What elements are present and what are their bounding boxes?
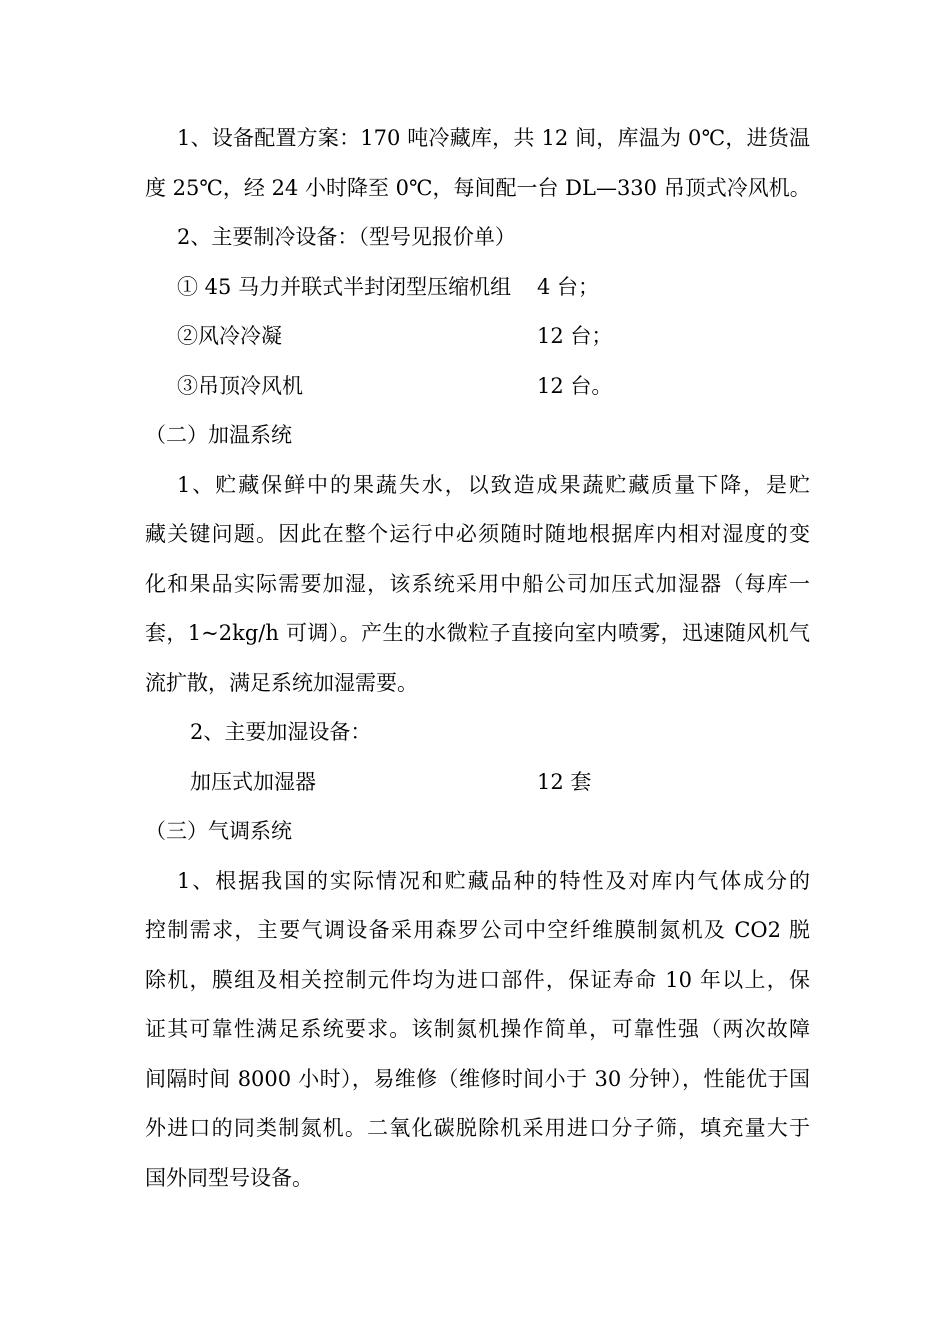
- humidification-paragraph-line: 套，1~2kg/h 可调）。产生的水微粒子直接向室内喷雾，迅速随风机气: [145, 621, 810, 645]
- section-heading-humidification: （二）加温系统: [145, 423, 292, 447]
- atmosphere-paragraph-line: 证其可靠性满足系统要求。该制氮机操作简单，可靠性强（两次故障: [145, 1017, 810, 1041]
- atmosphere-paragraph-line: 1、根据我国的实际情况和贮藏品种的特性及对库内气体成分的: [177, 869, 810, 893]
- equipment-config-line-2: 度 25℃，经 24 小时降至 0℃，每间配一台 DL—330 吊顶式冷风机。: [145, 176, 811, 200]
- humidification-equipment-title: 2、主要加湿设备：: [190, 720, 372, 744]
- atmosphere-paragraph-line: 国外同型号设备。: [145, 1166, 313, 1190]
- equipment-item-qty: 4 台；: [537, 275, 600, 299]
- humidification-paragraph-line: 1、贮藏保鲜中的果蔬失水，以致造成果蔬贮藏质量下降，是贮: [177, 473, 810, 497]
- humidification-paragraph-line: 藏关键问题。因此在整个运行中必须随时随地根据库内相对湿度的变: [145, 522, 810, 546]
- atmosphere-paragraph-line: 除机，膜组及相关控制元件均为进口部件，保证寿命 10 年以上，保: [145, 968, 810, 992]
- refrigeration-equipment-title: 2、主要制冷设备：（型号见报价单）: [177, 225, 516, 249]
- atmosphere-paragraph-line: 外进口的同类制氮机。二氧化碳脱除机采用进口分子筛，填充量大于: [145, 1116, 810, 1140]
- atmosphere-paragraph-line: 控制需求，主要气调设备采用森罗公司中空纤维膜制氮机及 CO2 脱: [145, 918, 810, 942]
- equipment-config-line-1: 1、设备配置方案：170 吨冷藏库，共 12 间，库温为 0℃，进货温: [177, 126, 810, 150]
- humidification-paragraph-line: 化和果品实际需要加湿，该系统采用中船公司加压式加湿器（每库一: [145, 572, 810, 596]
- equipment-item-qty: 12 台；: [537, 324, 613, 348]
- equipment-item-name: ③吊顶冷风机: [177, 374, 303, 398]
- equipment-item-qty: 12 台。: [537, 374, 613, 398]
- section-heading-controlled-atmosphere: （三）气调系统: [145, 819, 292, 843]
- equipment-item-name: ① 45 马力并联式半封闭型压缩机组: [177, 275, 512, 299]
- humidifier-item-qty: 12 套: [537, 770, 592, 794]
- equipment-item-name: ②风冷冷凝: [177, 324, 282, 348]
- atmosphere-paragraph-line: 间隔时间 8000 小时），易维修（维修时间小于 30 分钟），性能优于国: [145, 1067, 810, 1091]
- humidifier-item-name: 加压式加湿器: [190, 770, 316, 794]
- humidification-paragraph-line: 流扩散，满足系统加湿需要。: [145, 671, 418, 695]
